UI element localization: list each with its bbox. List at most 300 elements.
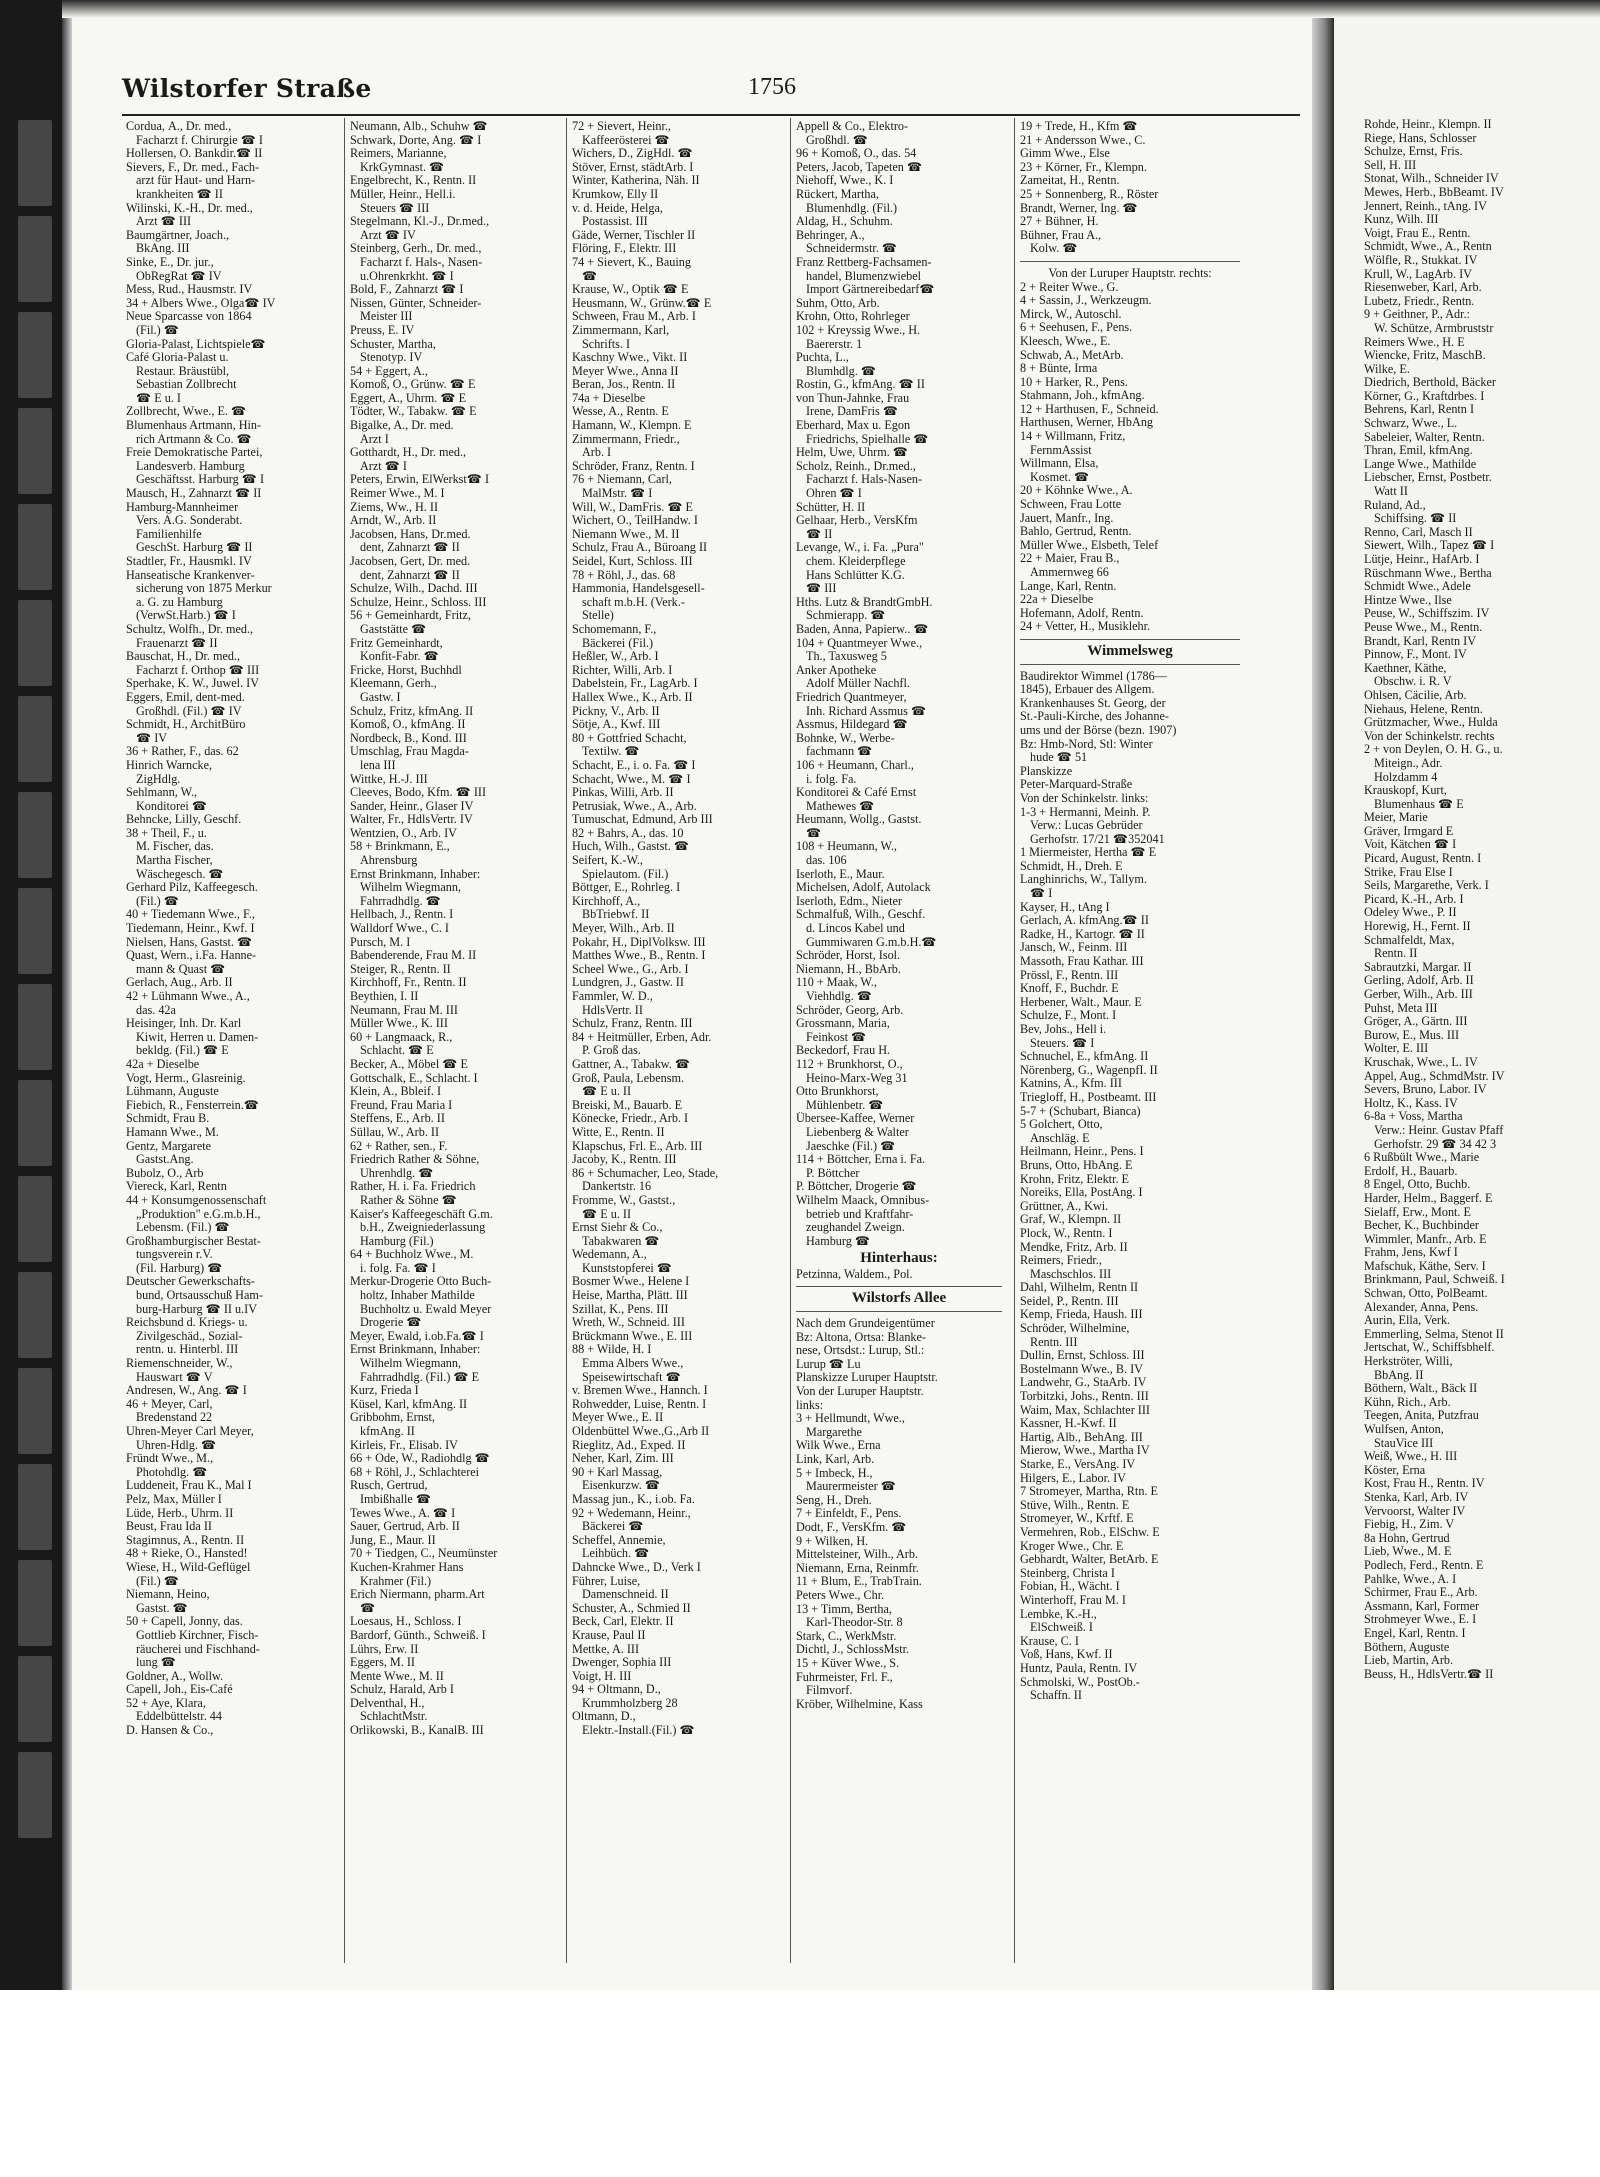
directory-entry: Aurin, Ella, Verk. [1364, 1314, 1451, 1328]
directory-entry: Ohren ☎ I [806, 487, 862, 501]
directory-entry: Ammernweg 66 [1030, 566, 1109, 579]
directory-entry: holtz, Inhaber Mathilde [360, 1289, 475, 1303]
directory-entry: Kroger Wwe., Chr. E [1020, 1539, 1124, 1553]
directory-entry: Schaffn. II [1030, 1689, 1082, 1703]
directory-entry: Wilk Wwe., Erna [796, 1439, 881, 1453]
directory-entry: Wäschegesch. ☎ [136, 867, 224, 881]
directory-entry: Küsel, Karl, kfmAng. II [350, 1397, 468, 1411]
directory-entry: Klapschus, Frl. E., Arb. III [572, 1139, 703, 1153]
directory-entry: 5-7 + (Schubart, Bianca) [1020, 1104, 1141, 1118]
directory-entry: Thran, Emil, kfmAng. [1364, 444, 1473, 458]
directory-entry: Anschläg. E [1030, 1131, 1090, 1145]
page-top-shadow [62, 0, 1600, 18]
directory-entry: Margarethe [806, 1425, 862, 1439]
directory-entry: Corduа, A., Dr. med., [126, 120, 232, 133]
directory-entry: bekldg. (Fil.) ☎ E [136, 1044, 229, 1058]
directory-entry: Niemann, Heino, [126, 1588, 210, 1602]
directory-entry: Stagimnus, A., Rentn. II [126, 1533, 245, 1547]
directory-entry: Schwarz, Wwe., L. [1364, 417, 1458, 431]
directory-entry: Beythien, I. II [350, 990, 419, 1003]
directory-entry: 9 + Wilken, H. [796, 1534, 869, 1548]
directory-entry: 68 + Röhl, J., Schlachterei [350, 1465, 480, 1479]
directory-entry: Planskizze Luruper Hauptstr. [796, 1371, 938, 1385]
directory-entry: Becher, K., Buchbinder [1364, 1219, 1479, 1233]
directory-entry: Schmalfuß, Wilh., Geschf. [796, 908, 926, 922]
directory-entry: Kunststopferei ☎ [582, 1261, 672, 1275]
directory-entry: Pinkas, Willi, Arb. II [572, 786, 674, 800]
directory-entry: Kost, Frau H., Rentn. IV [1364, 1477, 1485, 1491]
directory-entry: Frauenarzt ☎ II [136, 636, 218, 650]
directory-entry: Bz: Altona, Ortsa: Blanke- [796, 1330, 926, 1344]
directory-entry: 36 + Rather, F., das. 62 [126, 745, 239, 759]
directory-entry: Riege, Hans, Schlosser [1364, 131, 1477, 145]
directory-entry: nese, Ortsdst.: Lurup, Stl.: [796, 1344, 925, 1358]
directory-entry: Ziems, Ww., H. II [350, 500, 439, 514]
directory-entry: i. folg. Fa. [806, 772, 857, 786]
directory-entry: Seidel, Kurt, Schloss. III [572, 555, 693, 568]
directory-entry: 7 + Einfeldt, F., Pens. [796, 1507, 902, 1521]
directory-entry: Schröder, Georg, Arb. [796, 1003, 904, 1017]
directory-entry: Groß, Paula, Lebensm. [572, 1071, 685, 1085]
directory-entry: Sehlmann, W., [126, 786, 198, 800]
directory-entry: Facharzt f. Hals-, Nasen- [360, 255, 483, 269]
directory-entry: Wiese, H., Wild-Geflügel [126, 1560, 251, 1574]
directory-entry: Podlech, Ferd., Rentn. E [1364, 1558, 1484, 1572]
directory-entry: Beust, Frau Ida II [126, 1520, 212, 1534]
directory-entry: Jaeschke (Fil.) ☎ [806, 1139, 896, 1153]
directory-entry: Mettke, A. III [572, 1642, 640, 1656]
directory-entry: Nach dem Grundeigentümer [796, 1317, 935, 1331]
page-gutter [1312, 0, 1334, 1990]
directory-entry: Dahncke Wwe., D., Verk I [572, 1560, 701, 1574]
directory-entry: Hilgers, E., Labor. IV [1020, 1471, 1126, 1485]
directory-entry: Harder, Helm., Baggerf. E [1364, 1191, 1493, 1205]
directory-entry: ☎ [582, 269, 598, 283]
directory-entry: Wedemann, A., [572, 1248, 647, 1262]
directory-entry: Café Gloria-Palast u. [126, 351, 229, 365]
directory-entry: 25 + Sonnenberg, R., Röster [1020, 187, 1159, 201]
directory-entry: Wilke, E. [1364, 362, 1410, 376]
directory-entry: Renno, Carl, Masch II [1364, 525, 1473, 539]
directory-entry: v. d. Heide, Helga, [572, 201, 663, 215]
directory-entry: dent, Zahnarzt ☎ II [360, 541, 460, 555]
directory-entry: Rather, H. i. Fa. Friedrich [350, 1180, 476, 1194]
directory-entry: Speisewirtschaft ☎ [582, 1370, 681, 1384]
directory-entry: Stüve, Wilh., Rentn. E [1020, 1498, 1130, 1512]
directory-entry: BbTriebwf. II [582, 908, 650, 922]
column-divider [344, 118, 345, 1963]
directory-entry: Arzt ☎ III [136, 215, 192, 229]
directory-entry: Kaethner, Käthe, [1364, 661, 1447, 675]
directory-entry: Wilhelm Wiegmann, [360, 1357, 462, 1371]
directory-entry: Severs, Bruno, Labor. IV [1364, 1083, 1487, 1097]
directory-entry: links: [796, 1398, 824, 1412]
directory-entry: das. 42a [136, 1003, 176, 1017]
directory-entry: ums und der Börse (bezn. 1907) [1020, 723, 1177, 737]
directory-entry: Friedrich Quantmeyer, [796, 690, 907, 704]
directory-entry: ZigHdlg. [136, 772, 181, 786]
directory-entry: Steiger, R., Rentn. II [350, 962, 451, 976]
directory-entry: Imbißhalle ☎ [360, 1492, 432, 1506]
directory-entry: Brandt, Werner, Ing. ☎ [1020, 201, 1138, 215]
directory-entry: Wesse, A., Rentn. E [572, 405, 669, 419]
directory-entry: 38 + Theil, F., u. [126, 826, 207, 840]
directory-entry: Michelsen, Adolf, Autolack [796, 881, 931, 895]
directory-entry: Mirck, W., Autoschl. [1020, 307, 1122, 321]
directory-entry: Iserloth, E., Maur. [796, 867, 885, 881]
directory-entry: Petrusiak, Wwe., A., Arb. [572, 799, 697, 813]
directory-entry: Schulze, Heinr., Schloss. III [350, 595, 487, 609]
directory-entry: Dwenger, Sophia III [572, 1656, 672, 1670]
directory-entry: Hamann Wwe., M. [126, 1125, 219, 1139]
directory-entry: Diedrich, Berthold, Bäcker [1364, 376, 1496, 390]
directory-entry: d. Lincos Kabel und [806, 922, 905, 936]
directory-entry: Reimers, Marianne, [350, 147, 447, 161]
directory-entry: Reimers, Friedr., [1020, 1254, 1102, 1268]
directory-entry: Beckedorf, Frau H. [796, 1044, 891, 1058]
directory-entry: Köster, Erna [1364, 1463, 1426, 1477]
directory-entry: Uhrenhdlg. ☎ [360, 1166, 434, 1180]
directory-entry: P. Groß das. [582, 1044, 641, 1058]
directory-entry: Hammonia, Handelsgesell- [572, 582, 705, 596]
directory-entry: Lembke, K.-H., [1020, 1607, 1097, 1621]
directory-entry: Rentn. III [1030, 1335, 1078, 1349]
directory-entry: Lurup ☎ Lu [796, 1357, 861, 1371]
directory-entry: schaft m.b.H. (Verk.- [582, 595, 685, 609]
directory-entry: Kirchhoff, Fr., Rentn. II [350, 976, 467, 990]
directory-entry: zeughandel Zweign. [806, 1221, 905, 1235]
directory-entry: Lubetz, Friedr., Rentn. [1364, 294, 1475, 308]
directory-entry: Holtz, K., Kass. IV [1364, 1096, 1458, 1110]
directory-entry: Walter, Fr., HdlsVertr. IV [350, 813, 473, 827]
directory-entry: Zollbrecht, Wwe., E. ☎ [126, 405, 247, 419]
directory-entry: 88 + Wilde, H. I [572, 1343, 652, 1357]
directory-entry: Sielaff, Erw., Mont. E [1364, 1205, 1471, 1219]
directory-entry: Familienhilfe [136, 527, 202, 541]
directory-entry: Waim, Max, Schlachter III [1020, 1403, 1150, 1417]
directory-entry: Fromme, W., Gastst., [572, 1193, 676, 1207]
directory-entry: Luddeneit, Frau K., Mal I [126, 1479, 252, 1493]
directory-entry: Lühmann, Auguste [126, 1085, 219, 1099]
directory-entry: Pinnow, F., Mont. IV [1364, 648, 1467, 662]
directory-entry: Stromeyer, W., Krftf. E [1020, 1512, 1134, 1526]
directory-entry: Eddelbüttelstr. 44 [136, 1710, 222, 1724]
directory-entry: Jauert, Manfr., Ing. [1020, 511, 1114, 525]
column-divider [566, 118, 567, 1963]
directory-entry: Odeley Wwe., P. II [1364, 906, 1457, 920]
directory-entry: Fricke, Horst, Buchhdl [350, 663, 462, 677]
directory-entry: Preuss, E. IV [350, 323, 415, 337]
directory-entry: Lührs, Erw. II [350, 1642, 419, 1656]
directory-entry: Bahlo, Gertrud, Rentn. [1020, 525, 1132, 539]
directory-entry: v. Bremen Wwe., Hannch. I [572, 1384, 708, 1398]
directory-entry: ☎ IV [136, 731, 168, 745]
directory-entry: Ernst Siehr & Co., [572, 1221, 663, 1235]
directory-entry: Frahm, Jens, Kwf I [1364, 1246, 1458, 1260]
directory-entry: Hartig, Alb., BehAng. III [1020, 1430, 1143, 1444]
directory-entry: Gelhaar, Herb., VersKfm [796, 514, 918, 528]
directory-entry: Sebastian Zollbrecht [136, 378, 237, 392]
directory-entry: Jacobsen, Gert, Dr. med. [350, 555, 471, 568]
directory-entry: Grossmann, Maria, [796, 1017, 890, 1031]
directory-entry: Gerlach, Aug., Arb. II [126, 976, 233, 990]
directory-entry: 15 + Küver Wwe., S. [796, 1656, 900, 1670]
directory-entry: Riesenweber, Karl, Arb. [1364, 281, 1482, 295]
directory-entry: M. Fischer, das. [136, 840, 214, 854]
directory-entry: Andresen, W., Ang. ☎ I [126, 1384, 247, 1398]
directory-entry: Emmerling, Selma, Stenot II [1364, 1327, 1504, 1341]
directory-entry: Lange Wwe., Mathilde [1364, 457, 1477, 471]
directory-entry: Nielsen, Hans, Gastst. ☎ [126, 935, 253, 949]
directory-entry: Wulfsen, Anton, [1364, 1423, 1444, 1436]
directory-entry: krankheiten ☎ II [136, 187, 223, 201]
directory-entry: 54 + Eggert, A., [350, 364, 428, 378]
directory-entry: Schmolski, W., PostOb.- [1020, 1675, 1140, 1689]
directory-entry: Tewes Wwe., A. ☎ I [350, 1506, 456, 1520]
directory-entry: Könecke, Friedr., Arb. I [572, 1112, 689, 1126]
spine-print [18, 120, 52, 1880]
directory-entry: Gribbohm, Ernst, [350, 1411, 435, 1425]
directory-entry: Schmidt, Frau B. [126, 1112, 210, 1126]
directory-entry: Beuss, H., HdlsVertr.☎ II [1364, 1667, 1494, 1681]
directory-entry: Heino-Marx-Weg 31 [806, 1071, 908, 1085]
directory-entry: 27 + Bühner, H. [1020, 215, 1099, 229]
directory-entry: Hinrich Warncke, [126, 758, 213, 772]
directory-entry: Verw.: Lucas Gebrüder [1030, 819, 1143, 833]
directory-entry: Kiwit, Herren u. Damen- [136, 1030, 259, 1044]
directory-entry: Mess, Rud., Hausmstr. IV [126, 283, 253, 297]
directory-entry: hude ☎ 51 [1030, 751, 1088, 765]
directory-entry: ☎ E u. II [582, 1207, 632, 1221]
directory-entry: Winterhoff, Frau M. I [1020, 1593, 1126, 1607]
directory-entry: Bäckerei (Fil.) [582, 636, 654, 650]
directory-entry: Jertschat, W., Schiffsbhelf. [1364, 1341, 1495, 1355]
directory-entry: Wichert, O., TeilHandw. I [572, 514, 698, 528]
directory-entry: Harthusen, Werner, HbAng [1020, 416, 1154, 430]
directory-entry: Matthes Wwe., B., Rentn. I [572, 949, 706, 963]
directory-entry: Link, Karl, Arb. [796, 1453, 875, 1466]
directory-entry: Kühn, Rich., Arb. [1364, 1395, 1451, 1409]
directory-entry: Fammler, W. D., [572, 990, 653, 1003]
directory-entry: Eberhard, Max u. Egon [796, 419, 911, 433]
directory-entry: Kassner, H.-Kwf. II [1020, 1417, 1117, 1431]
directory-entry: Ohlsen, Cäcilie, Arb. [1364, 688, 1467, 702]
directory-entry: burg-Harburg ☎ II u.IV [136, 1302, 258, 1316]
directory-entry: 66 + Ode, W., Radiohdlg ☎ [350, 1452, 490, 1466]
directory-entry: Von der Luruper Hauptstr. [796, 1385, 924, 1399]
directory-entry: Rather & Söhne ☎ [360, 1193, 457, 1207]
directory-entry: chem. Kleiderpflege [806, 555, 906, 568]
directory-entry: Petzinna, Waldem., Pol. [796, 1267, 913, 1281]
directory-entry: Bredenstand 22 [136, 1411, 213, 1425]
directory-entry: Karl-Theodor-Str. 8 [806, 1616, 903, 1630]
directory-entry: Körner, G., Kraftdrbes. I [1364, 389, 1485, 403]
directory-entry: Bauschat, H., Dr. med., [126, 650, 241, 664]
section-rule [796, 1286, 1002, 1287]
directory-entry: Jung, E., Maur. II [350, 1533, 436, 1547]
directory-entry: Cleeves, Bodo, Kfm. ☎ III [350, 786, 487, 800]
directory-entry: Erdolf, H., Bauarb. [1364, 1164, 1458, 1178]
directory-entry: Martha Fischer, [136, 854, 213, 868]
directory-entry: Stonat, Wilh., Schneider IV [1364, 172, 1499, 186]
directory-entry: Krohn, Fritz, Elektr. E [1020, 1172, 1129, 1186]
directory-entry: Wölfle, R., Stukkat. IV [1364, 253, 1478, 267]
directory-entry: Brückmann Wwe., E. III [572, 1329, 693, 1343]
directory-entry: Breiski, M., Bauarb. E [572, 1098, 683, 1112]
directory-entry: HdlsVertr. II [582, 1003, 643, 1017]
directory-entry: Mausch, H., Zahnarzt ☎ II [126, 487, 262, 501]
directory-entry: Deutscher Gewerkschafts- [126, 1275, 255, 1289]
directory-entry: Hamburg-Mannheimer [126, 500, 239, 514]
directory-entry: Klein, A., Bbleif. I [350, 1085, 442, 1099]
directory-entry: ObRegRat ☎ IV [136, 269, 222, 283]
directory-entry: 92 + Wedemann, Heinr., [572, 1506, 691, 1520]
directory-entry: Niehaus, Helene, Rentn. [1364, 702, 1483, 716]
directory-entry: 58 + Brinkmann, E., [350, 840, 450, 854]
directory-entry: Gerber, Wilh., Arb. III [1364, 988, 1473, 1001]
directory-entry: Peter-Marquard-Straße [1020, 778, 1133, 792]
directory-entry: Süllau, W., Arb. II [350, 1125, 440, 1139]
directory-entry: Friedrichs, Spielhalle ☎ [806, 432, 929, 446]
directory-entry: Schiffsing. ☎ II [1374, 512, 1457, 526]
directory-entry: Bev, Johs., Hell i. [1020, 1023, 1107, 1036]
directory-entry: Riemenschneider, W., [126, 1357, 233, 1371]
directory-entry: Großhdl. ☎ [806, 133, 868, 147]
directory-entry: Wiencke, Fritz, MaschB. [1364, 349, 1486, 363]
directory-entry: Kirleis, Fr., Elisab. IV [350, 1438, 458, 1452]
directory-entry: Böthern, Walt., Bäck II [1364, 1382, 1478, 1396]
directory-entry: Alexander, Anna, Pens. [1364, 1300, 1479, 1314]
directory-entry: Massag jun., K., i.ob. Fa. [572, 1492, 695, 1506]
directory-entry: Rieglitz, Ad., Exped. II [572, 1438, 686, 1452]
directory-entry: Konfit-Fabr. ☎ [360, 650, 439, 664]
directory-entry: Uhren-Hdlg. ☎ [136, 1438, 217, 1452]
directory-entry: Krohn, Otto, Rohrleger [796, 310, 910, 324]
directory-entry: Ernst Brinkmann, Inhaber: [350, 867, 481, 881]
directory-entry: 42a + Dieselbe [126, 1057, 200, 1071]
directory-entry: St.-Pauli-Kirche, des Johanne- [1020, 710, 1169, 724]
directory-entry: Schnuchel, E., kfmAng. II [1020, 1050, 1149, 1064]
running-head-street: Wilstorfer Straße [122, 74, 372, 103]
directory-entry: Richter, Willi, Arb. I [572, 663, 673, 677]
directory-entry: Rohde, Heinr., Klempn. II [1364, 118, 1492, 131]
directory-entry: Dankertstr. 16 [582, 1180, 652, 1194]
directory-entry: 22 + Maier, Frau B., [1020, 552, 1120, 566]
directory-entry: Oldenbüttel Wwe.,G.,Arb II [572, 1425, 710, 1438]
directory-entry: ☎ I [1030, 887, 1053, 901]
directory-entry: Hths. Lutz & BrandtGmbH. [796, 595, 933, 609]
directory-entry: Voit, Kätchen ☎ I [1364, 838, 1457, 852]
directory-entry: Gummiwaren G.m.b.H.☎ [806, 935, 937, 949]
directory-entry: Bubolz, O., Arb [126, 1166, 204, 1180]
directory-entry: Drogerie ☎ [360, 1316, 422, 1330]
directory-entry: (Fil.) ☎ [136, 894, 179, 908]
directory-entry: von Thun-Jahnke, Frau [796, 391, 910, 405]
directory-entry: Viehhdlg. ☎ [806, 990, 872, 1003]
page-header [122, 74, 1302, 114]
directory-entry: Voigt, Frau E., Rentn. [1364, 226, 1471, 240]
directory-entry: Strike, Frau Else I [1364, 865, 1453, 879]
directory-entry: Grützmacher, Wwe., Hulda [1364, 716, 1498, 730]
directory-entry: Liebenberg & Walter [806, 1125, 909, 1139]
directory-entry: Facharzt f. Chirurgie ☎ I [136, 133, 263, 147]
directory-entry: Kemp, Frieda, Haush. III [1020, 1308, 1143, 1322]
directory-entry: Picard, August, Rentn. I [1364, 852, 1482, 866]
directory-entry: Krankenhauses St. Georg, der [1020, 696, 1166, 710]
directory-entry: Planskizze [1020, 764, 1073, 778]
directory-entry: Baererstr. 1 [806, 337, 863, 351]
directory-entry: Engel, Karl, Rentn. I [1364, 1626, 1466, 1640]
directory-entry: Kleesch, Wwe., E. [1020, 334, 1111, 348]
directory-entry: Sievers, F., Dr. med., Fach- [126, 160, 260, 174]
directory-entry: 78 + Röhl, J., das. 68 [572, 568, 676, 582]
directory-entry: 74 + Sievert, K., Bauing [572, 255, 691, 269]
directory-entry: tungsverein r.V. [136, 1248, 213, 1262]
directory-entry: Heisinger, Inh. Dr. Karl [126, 1017, 242, 1031]
directory-entry: 34 + Albers Wwe., Olga☎ IV [126, 296, 276, 310]
directory-entry: b.H., Zweigniederlassung [360, 1221, 486, 1235]
directory-entry: Gerlach, A. kfmAng.☎ II [1020, 914, 1149, 928]
directory-entry: Scheffel, Annemie, [572, 1533, 666, 1547]
directory-entry: BbAng. II [1374, 1368, 1424, 1382]
directory-entry: ☎ E u. II [582, 1085, 632, 1099]
directory-entry: Appel, Aug., SchmdMstr. IV [1364, 1069, 1505, 1083]
directory-entry: 112 + Brunkhorst, O., [796, 1057, 903, 1071]
directory-entry: Müller Wwe., K. III [350, 1017, 448, 1031]
directory-entry: Gastst.Ang. [136, 1153, 194, 1167]
directory-entry: Photohdlg. ☎ [136, 1465, 208, 1479]
directory-entry: Holzdamm 4 [1374, 770, 1438, 784]
directory-entry: ☎ [360, 1601, 376, 1615]
directory-entry: Restaur. Bräustübl, [136, 364, 230, 378]
directory-entry: Vers. A.G. Sonderabt. [136, 514, 243, 528]
directory-entry: Knoff, F., Buchdr. E [1020, 982, 1119, 996]
directory-entry: BkAng. III [136, 242, 190, 256]
directory-entry: Peters, Jacob, Tapeten ☎ [796, 160, 923, 174]
directory-entry: Schmalfeldt, Max, [1364, 933, 1455, 947]
directory-entry: Ruland, Ad., [1364, 498, 1426, 512]
directory-entry: Delventhal, H., [350, 1696, 425, 1710]
directory-entry: Kaiser's Kaffeegeschäft G.m. [350, 1207, 493, 1221]
directory-entry: Seidel, P., Rentn. III [1020, 1294, 1119, 1308]
directory-entry: Lundgren, J., Gastw. II [572, 976, 684, 990]
directory-entry: Steffens, E., Arb. II [350, 1112, 445, 1126]
directory-entry: Gäde, Werner, Tischler II [572, 228, 696, 242]
directory-entry: Bigalke, A., Dr. med. [350, 419, 454, 433]
directory-entry: Krumkow, Elly II [572, 187, 659, 201]
directory-entry: ElSchweiß. I [1030, 1621, 1093, 1635]
directory-entry: Gattner, A., Tabakw. ☎ [572, 1057, 691, 1071]
directory-entry: Meier, Marie [1364, 811, 1428, 825]
directory-entry: Dabelstein, Fr., LagArb. I [572, 677, 698, 691]
directory-entry: 2 + von Deylen, O. H. G., u. [1364, 743, 1503, 757]
directory-entry: „Produktion" e.G.m.b.H., [136, 1207, 261, 1221]
directory-entry: 114 + Böttcher, Erna i. Fa. [796, 1153, 926, 1167]
column-3 [572, 120, 778, 1738]
directory-entry: Rückert, Martha, [796, 187, 879, 201]
directory-entry: Krauskopf, Kurt, [1364, 784, 1447, 798]
directory-entry: Zimmermann, Karl, [572, 323, 670, 337]
directory-entry: Miteign., Adr. [1374, 756, 1443, 770]
directory-entry: (VerwSt.Harb.) ☎ I [136, 609, 236, 623]
directory-entry: Schmierapp. ☎ [806, 609, 886, 623]
directory-entry: Blumenhdlg. (Fil.) [806, 201, 898, 215]
directory-entry: Heumann, Wollg., Gastst. [796, 813, 922, 827]
directory-entry: Assmus, Hildegard ☎ [796, 718, 908, 732]
directory-entry: Gastw. I [360, 690, 401, 704]
directory-entry: Jennert, Reinh., tAng. IV [1364, 199, 1487, 213]
directory-entry: Witte, E., Rentn. II [572, 1125, 665, 1139]
